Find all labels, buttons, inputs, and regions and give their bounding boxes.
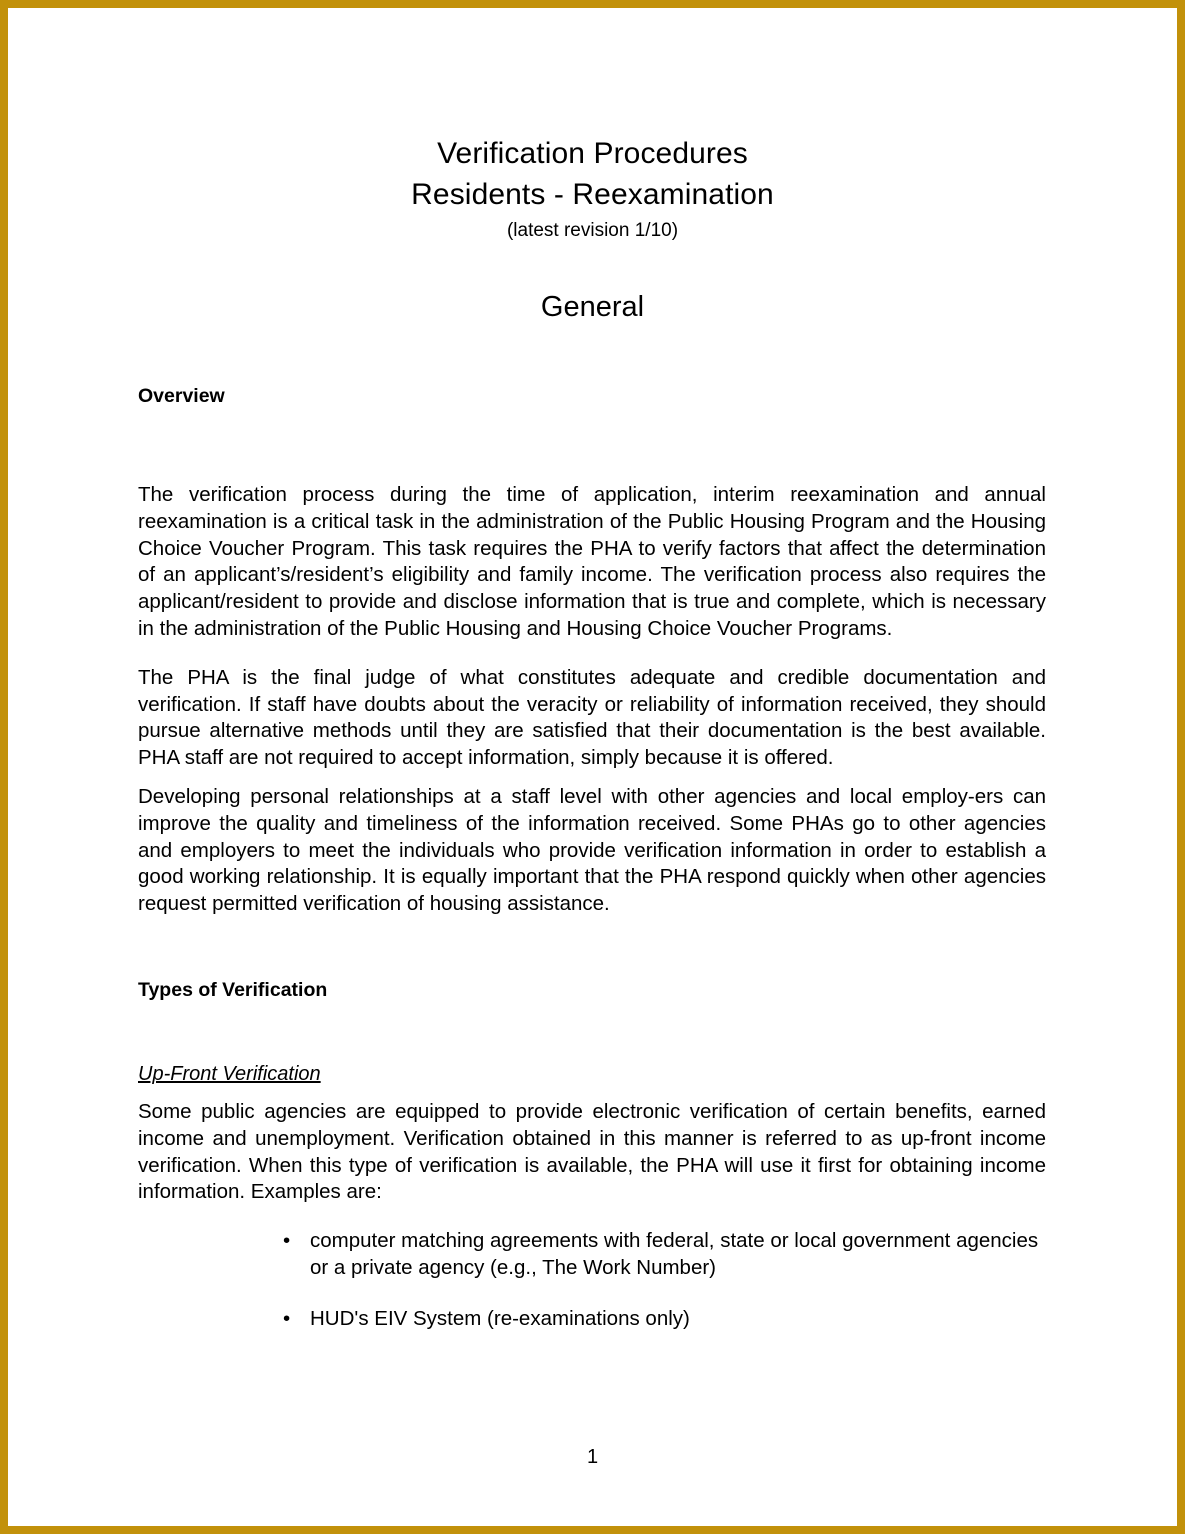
bullet-point-icon: • [283,1306,291,1330]
spacer [138,918,1046,978]
overview-paragraph-2: The PHA is the final judge of what constitutes adequate and credible documentation and verification. If staff have doubts about the veracity or reliability of information received, they should pursue alternative methods until they are satisfied that their documentation is the best available. PHA staff are not required to accept information, simply because it is offered. [138,665,1046,770]
overview-paragraph-1: The verification process during the time of application, interim reexamination and annual reexamination is a critical task in the administration of the Public Housing Program and the Housing Choice Voucher Program. This task requires the PHA to verify factors that affect the determination of an applicant’s/resident’s eligibility and family income. The verification process also requires the applicant/resident to provide and disclose information that is true and complete, which is necessary in the administration of the Public Housing and Housing Choice Voucher Programs. [138,483,1046,640]
section-title: General [540,291,645,323]
overview-heading: Overview [138,385,225,407]
page-number: 1 [586,1446,599,1468]
up-front-verification-subheading: Up-Front Verification [138,1062,321,1085]
spacer [138,1206,1046,1228]
spacer [138,772,1046,784]
spacer [138,1087,1046,1099]
bullet-point-icon: • [283,1229,291,1253]
spacer [138,408,1046,482]
list-item [283,1228,1046,1282]
up-front-verification-examples-list [138,1228,1046,1332]
up-front-verification-paragraph: Some public agencies are equipped to provide electronic verification of certain benefits, earned income and unemployment. Verification obtained in this manner is referred to as up-front income verification. When this type of verification is available, the PHA will use it first for obtaining income information. Examples are: [138,1099,1046,1204]
document-revision-note: (latest revision 1/10) [506,220,679,241]
spacer [138,1002,1046,1062]
list-item [283,1306,1046,1333]
up-front-verification-subheading-wrap [138,1062,1046,1087]
types-of-verification-heading: Types of Verification [138,978,328,1001]
overview-paragraph-3: Developing personal relationships at a staff level with other agencies and local employ-ers can improve the quality and timeliness of the information received. Some PHAs go to other agencies and employers to meet the individuals who provide verification information in order to establish a good working relationship. It is equally important that the PHA respond quickly when other agencies request permitted verification of housing assistance. [138,784,1046,916]
document-title-line-2: Residents - Reexamination [411,178,774,211]
spacer [138,643,1046,665]
spacer [138,324,1046,384]
document-title-line-1: Verification Procedures [437,137,748,170]
list-item-text: HUD's EIV System (re-examinations only) [310,1306,690,1330]
document-title-block [8,8,1177,324]
list-item-text: computer matching agreements with federal, state or local government agencies or a private agency (e.g., The Work Number) [310,1229,1039,1279]
page-canvas [8,8,1177,1526]
document-body [8,324,1185,1333]
